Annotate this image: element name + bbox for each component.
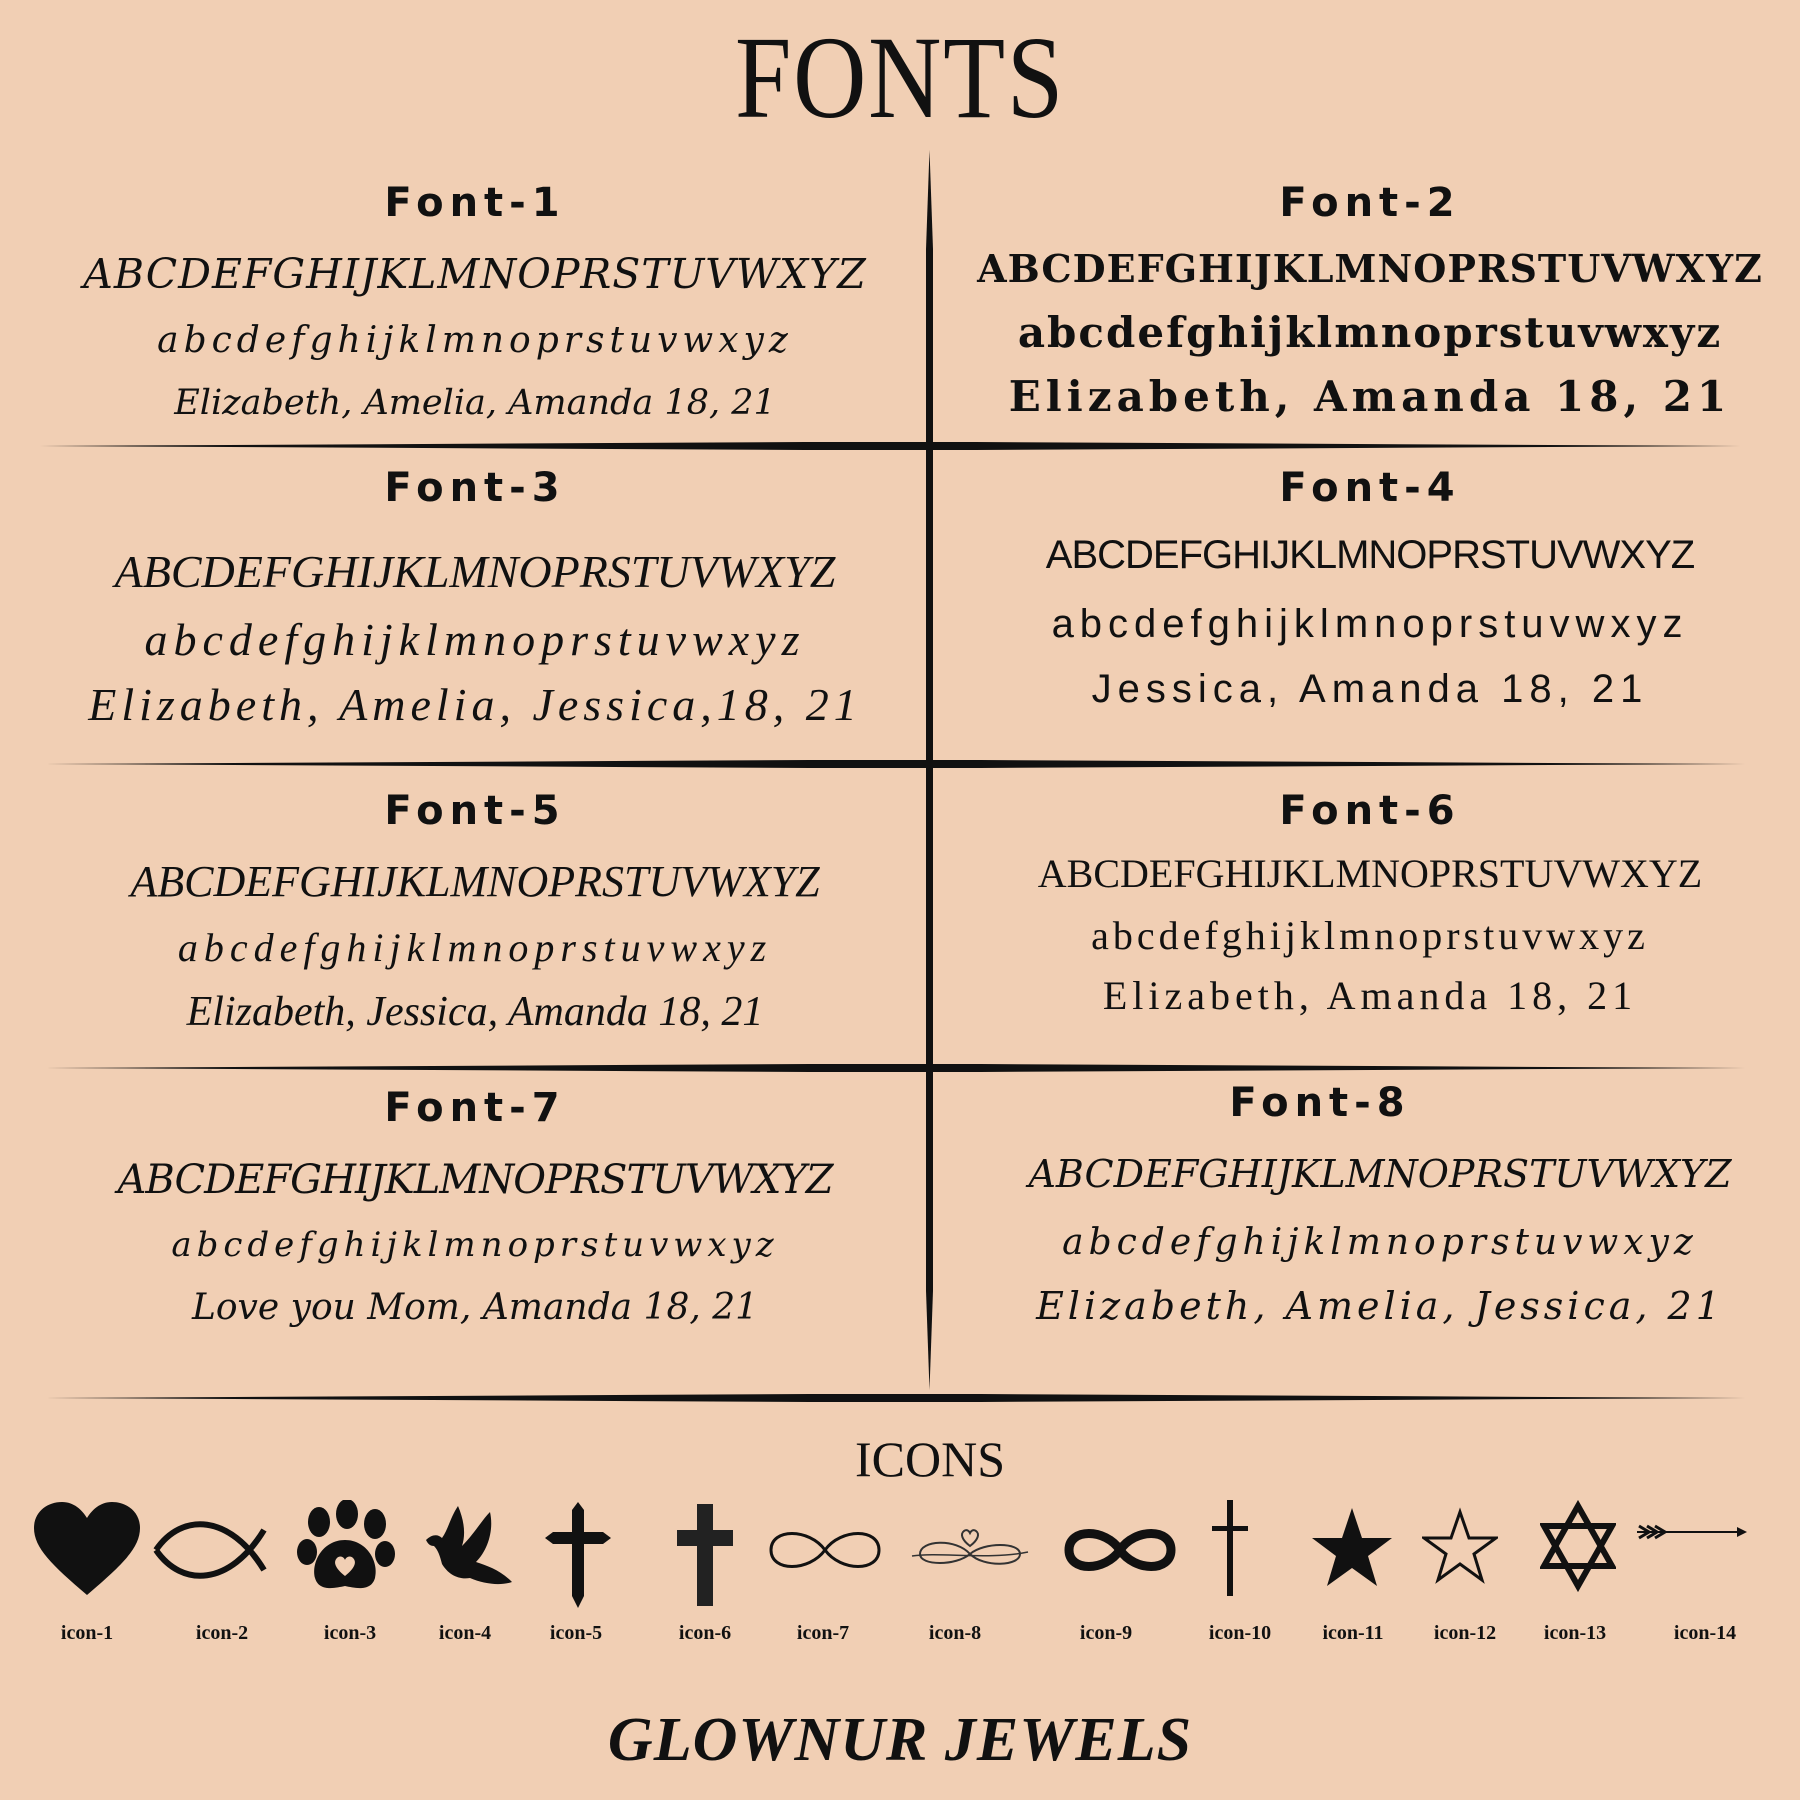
name-sample: Elizabeth, Jessica, Amanda 18, 21: [186, 989, 764, 1035]
icon-label: icon-13: [1543, 1622, 1607, 1644]
ichthys-fish-icon: [152, 1500, 272, 1600]
icon-label: icon-5: [549, 1622, 603, 1644]
infinity-heart-icon: [910, 1500, 1030, 1600]
icon-label: icon-7: [796, 1622, 850, 1644]
uppercase-sample: ABCDEFGHIJKLMNOPRSTUVWXYZ: [1028, 1152, 1732, 1196]
row-divider-3: [45, 1064, 1745, 1072]
ornate-cross-icon: [543, 1500, 613, 1610]
uppercase-sample: ABCDEFGHIJKLMNOPRSTUVWXYZ: [117, 1157, 833, 1203]
lowercase-sample: abcdefghijklmnoprstuvwxyz: [157, 320, 793, 361]
page-title: FONTS: [734, 12, 1066, 143]
icon-label: icon-11: [1322, 1622, 1384, 1644]
arrow-icon: [1635, 1500, 1750, 1600]
paw-heart-icon: [295, 1500, 395, 1600]
name-sample: Love you Mom, Amanda 18, 21: [191, 1287, 759, 1328]
icons-title: ICONS: [854, 1431, 1006, 1487]
icon-label: icon-2: [195, 1622, 249, 1644]
row-divider-1: [40, 442, 1740, 450]
infinity-bold-icon: [1063, 1500, 1178, 1600]
font-card-3: [40, 465, 910, 755]
heart-icon: [32, 1500, 142, 1600]
icon-label: icon-12: [1433, 1622, 1497, 1644]
thin-cross-icon: [1210, 1500, 1250, 1600]
lowercase-sample: abcdefghijklmnoprstuvwxyz: [144, 614, 806, 665]
uppercase-sample: ABCDEFGHIJKLMNOPRSTUVWXYZ: [83, 250, 867, 298]
font-heading: Font-3: [384, 465, 566, 511]
lowercase-sample: abcdefghijklmnoprstuvwxyz: [1091, 913, 1649, 958]
icon-label: icon-6: [678, 1622, 732, 1644]
name-sample: Elizabeth, Amanda 18, 21: [1102, 973, 1638, 1018]
name-sample: Elizabeth, Amanda 18, 21: [1008, 372, 1732, 421]
uppercase-sample: ABCDEFGHIJKLMNOPRSTUVWXYZ: [130, 857, 820, 906]
lowercase-sample: abcdefghijklmnoprstuvwxyz: [171, 1225, 779, 1265]
name-sample: Elizabeth, Amelia, Amanda 18, 21: [174, 383, 776, 423]
dove-icon: [418, 1500, 518, 1600]
uppercase-sample: ABCDEFGHIJKLMNOPRSTUVWXYZ: [1045, 533, 1695, 577]
font-heading: Font-8: [1229, 1080, 1411, 1126]
font-card-2: [940, 180, 1800, 440]
infinity-outline-icon: [765, 1500, 885, 1600]
font-heading: Font-5: [384, 788, 566, 834]
font-card-8: [980, 1080, 1780, 1380]
brand-name: GLOWNUR JEWELS: [607, 1706, 1193, 1774]
icon-label: icon-10: [1208, 1622, 1272, 1644]
font-card-6: [940, 788, 1800, 1058]
uppercase-sample: ABCDEFGHIJKLMNOPRSTUVWXYZ: [977, 246, 1763, 291]
lowercase-sample: abcdefghijklmnoprstuvwxyz: [177, 925, 773, 970]
icon-label: icon-9: [1079, 1622, 1133, 1644]
font-heading: Font-1: [384, 180, 566, 226]
filled-star-icon: [1310, 1500, 1394, 1600]
lowercase-sample: abcdefghijklmnoprstuvwxyz: [1062, 1222, 1698, 1263]
center-divider: [926, 150, 933, 1390]
lowercase-sample: abcdefghijklmnoprstuvwxyz: [1017, 308, 1723, 357]
font-card-4: [940, 465, 1800, 755]
font-heading: Font-6: [1279, 788, 1461, 834]
uppercase-sample: ABCDEFGHIJKLMNOPRSTUVWXYZ: [114, 546, 836, 597]
bold-cross-icon: [675, 1500, 735, 1610]
name-sample: Elizabeth, Amelia, Jessica,18, 21: [88, 679, 862, 730]
icon-label: icon-4: [438, 1622, 492, 1644]
font-card-5: [40, 788, 910, 1058]
icon-label: icon-3: [323, 1622, 377, 1644]
font-heading: Font-2: [1279, 180, 1461, 226]
name-sample: Jessica, Amanda 18, 21: [1091, 667, 1649, 711]
font-card-7: [40, 1085, 910, 1385]
uppercase-sample: ABCDEFGHIJKLMNOPRSTUVWXYZ: [1037, 851, 1703, 896]
icon-label: icon-8: [928, 1622, 982, 1644]
font-card-1: [40, 180, 910, 440]
outline-star-icon: [1422, 1500, 1498, 1600]
row-divider-2: [45, 760, 1745, 768]
row-divider-4: [45, 1394, 1745, 1402]
font-heading: Font-7: [384, 1085, 566, 1131]
icon-label: icon-14: [1673, 1622, 1737, 1644]
lowercase-sample: abcdefghijklmnoprstuvwxyz: [1051, 602, 1689, 646]
font-heading: Font-4: [1279, 465, 1461, 511]
icon-label: icon-1: [60, 1622, 114, 1644]
star-of-david-icon: [1540, 1500, 1616, 1600]
name-sample: Elizabeth, Amelia, Jessica, 21: [1036, 1284, 1724, 1328]
